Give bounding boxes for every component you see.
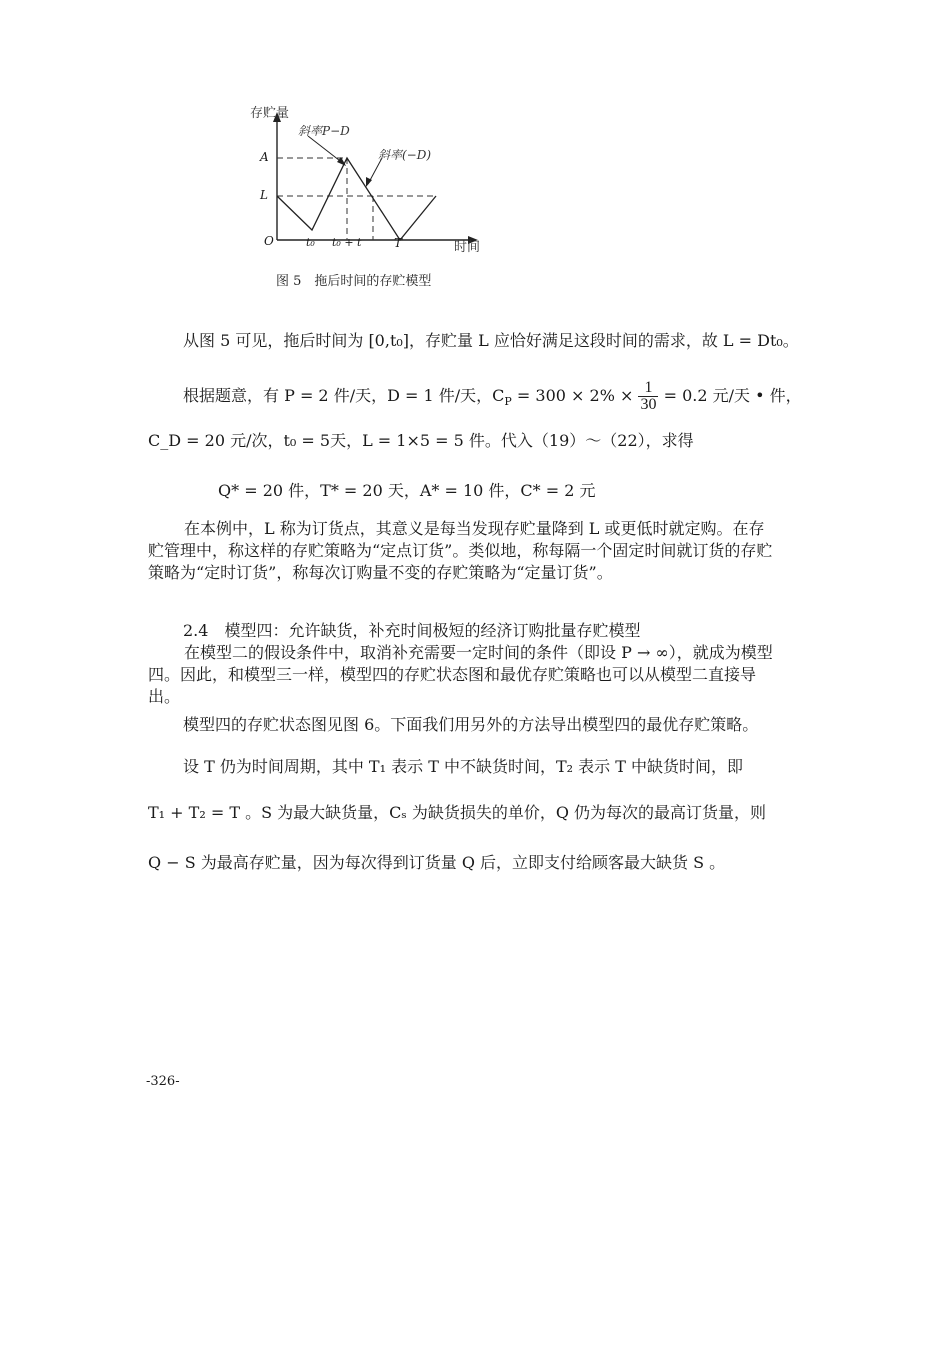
inventory-model-figure xyxy=(240,96,500,296)
fraction-numerator: 1 xyxy=(638,380,658,397)
annotation-up-label: 斜率P−D xyxy=(298,124,350,138)
fraction xyxy=(638,380,658,413)
x-axis-label: 时间 xyxy=(454,240,481,255)
paragraph-3: C_D = 20 元/次，t₀ = 5天，L = 1×5 = 5 件。代入（19）～（22），求得 xyxy=(148,431,694,450)
paragraph-8: 设 T 仍为时间周期，其中 T₁ 表示 T 中不缺货时间，T₂ 表示 T 中缺货时间，即 xyxy=(183,757,743,776)
section-title: 2.4 模型四：允许缺货，补充时间极短的经济订购批量存贮模型 xyxy=(183,621,641,640)
paragraph-10: Q − S 为最高存贮量，因为每次得到订货量 Q 后，立即支付给顾客最大缺货 S 。 xyxy=(148,853,726,872)
paragraph-5: 在本例中，L 称为订货点，其意义是每当发现存贮量降到 L 或更低时就定购。在存贮管理中，称这样的存贮策略为“定点订货”。类似地，称每隔一个固定时间就订货的存贮策略为“定时订货”，称每次订购量不变的存贮策略为“定量订货”。 xyxy=(148,519,773,582)
label-A: A xyxy=(260,150,269,164)
label-O: O xyxy=(264,234,274,248)
paragraph-6: 在模型二的假设条件中，取消补充需要一定时间的条件（即设 P → ∞），就成为模型四。因此，和模型三一样，模型四的存贮状态图和最优存贮策略也可以从模型二直接导出。 xyxy=(148,643,773,706)
paragraph-7: 模型四的存贮状态图见图 6。下面我们用另外的方法导出模型四的最优存贮策略。 xyxy=(183,715,759,734)
tick-T: T xyxy=(394,236,403,250)
annotation-up-pointer xyxy=(308,136,344,164)
fraction-denominator: 30 xyxy=(640,396,657,413)
p2-part-c: = 0.2 元/天 • 件， xyxy=(663,386,802,405)
label-L: L xyxy=(260,188,268,202)
figure-caption: 图 5 拖后时间的存贮模型 xyxy=(276,274,432,289)
p2-part-b: = 300 × 2% × xyxy=(516,386,634,405)
tick-t0-plus-t: t₀ + t xyxy=(332,236,362,249)
paragraph-2: 根据题意，有 P = 2 件/天，D = 1 件/天，$C_P = 300 \times 2\%$ × $\frac{1}{30}$ = 0.2 元/天 • 件， xyxy=(183,379,802,413)
inventory-curve xyxy=(277,158,436,240)
optimal-results: Q* = 20 件，T* = 20 天，A* = 10 件，C* = 2 元 xyxy=(218,481,596,500)
y-axis-label: 存贮量 xyxy=(250,106,290,121)
annotation-down-label: 斜率(−D) xyxy=(378,148,432,162)
tick-t0: t₀ xyxy=(306,236,315,249)
paragraph-1: 从图 5 可见，拖后时间为 [0,t₀]，存贮量 L 应恰好满足这段时间的需求，故 L = Dt₀。 xyxy=(183,331,799,350)
paragraph-9: T₁ + T₂ = T 。S 为最大缺货量，Cₛ 为缺货损失的单价，Q 仍为每次的最高订货量，则 xyxy=(148,803,767,822)
page-number: -326- xyxy=(146,1074,180,1089)
p2-part-a: 根据题意，有 P = 2 件/天，D = 1 件/天，C xyxy=(183,386,505,405)
